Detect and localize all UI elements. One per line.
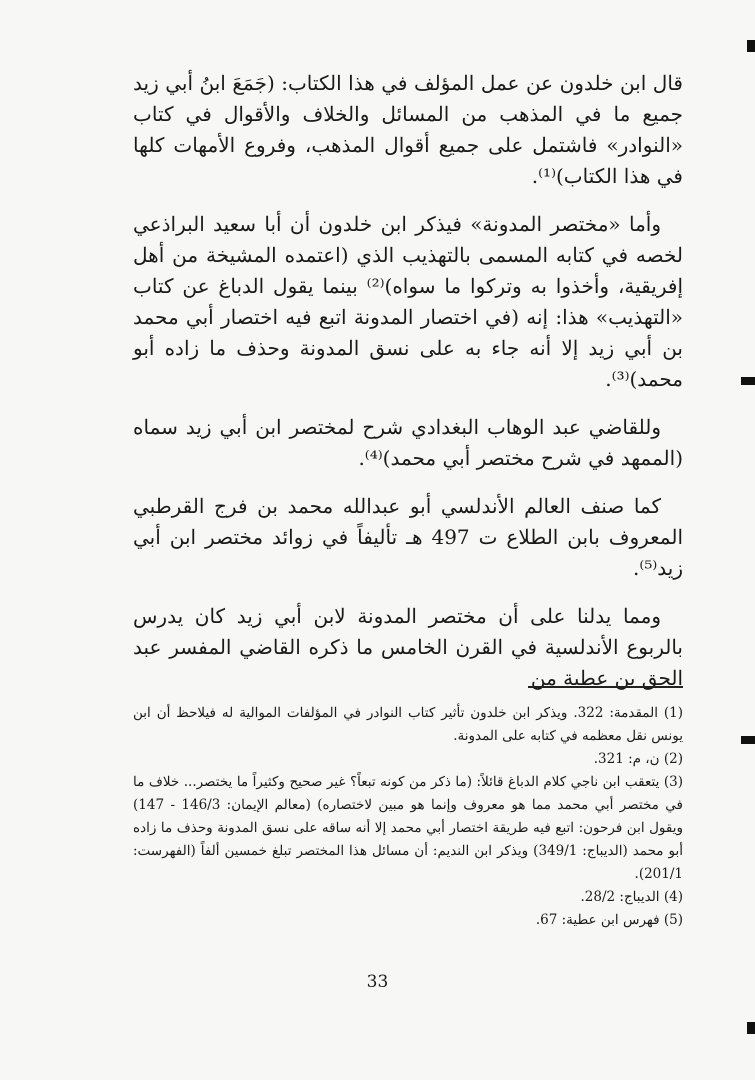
scan-edge-mark: [741, 736, 755, 744]
footnote-3: (3) يتعقب ابن ناجي كلام الدباغ قائلاً: (ما ذكر من كونه تبعاً؟ غير صحيح وكثيراً ما يختصر... خلاف ما في مختصر أبي محمد مما هو معروف وإنما هو مبين لاختصاره) (معالم الإيمان: 146/3 - 147) ويقول ابن فرحون: اتبع فيه طريقة اختصار أبي محمد إلا أنه ساقه على نسق المدونة وحذف ما زاده أبو محمد (الديباج: 349/1) ويذكر ابن النديم: أن مسائل هذا المختصر تبلغ خمسين ألفاً (الفهرست: 201/1).: [133, 774, 683, 882]
scan-edge-mark: [747, 40, 755, 52]
paragraph-1: قال ابن خلدون عن عمل المؤلف في هذا الكتاب: (جَمَعَ ابنُ أبي زيد جميع ما في المذهب من المسائل والخلاف والأقوال في كتاب «النوادر» فاشتمل على جميع أقوال المذهب، وفروع الأمهات كلها في هذا الكتاب)⁽¹⁾.: [133, 71, 684, 188]
paragraph-4: كما صنف العالم الأندلسي أبو عبدالله محمد بن فرج القرطبي المعروف بابن الطلاع ت 497 هـ تأليفاً في زوائد مختصر ابن أبي زيد⁽⁵⁾.: [133, 494, 684, 580]
footnote-5: (5) فهرس ابن عطية: 67.: [535, 912, 683, 928]
footnote-1: (1) المقدمة: 322. ويذكر ابن خلدون تأثير كتاب النوادر في المؤلفات الموالية له فيلاحظ أن ابن يونس نقل معظمه في كتابه على المدونة.: [133, 705, 684, 744]
main-text: [133, 68, 683, 711]
scan-edge-mark: [741, 377, 755, 385]
footnote-separator: [528, 686, 683, 688]
paragraph-2: وأما «مختصر المدونة» فيذكر ابن خلدون أن أبا سعيد البراذعي لخصه في كتابه المسمى بالتهذيب الذي (اعتمده المشيخة من أهل إفريقية، وأخذوا به وتركوا ما سواه)⁽²⁾ بينما يقول الدباغ عن كتاب «التهذيب» هذا: إنه (في اختصار المدونة اتبع فيه اختصار أبي محمد بن أبي زيد إلا أنه جاء به على نسق المدونة وحذف ما زاده أبو محمد)⁽³⁾.: [133, 212, 683, 391]
page-number: 33: [366, 972, 389, 992]
footnotes: [133, 702, 683, 932]
paragraph-3: وللقاضي عبد الوهاب البغدادي شرح لمختصر ابن أبي زيد سماه (الممهد في شرح مختصر أبي محمد)⁽⁴⁾.: [133, 415, 683, 470]
paragraph-5: ومما يدلنا على أن مختصر المدونة لابن أبي زيد كان يدرس بالربوع الأندلسية في القرن الخامس ما ذكره القاضي المفسر عبد الحق بن عطية من: [133, 604, 683, 690]
footnote-4: (4) الديباج: 28/2.: [580, 889, 683, 905]
footnote-2: (2) ن، م: 321.: [593, 751, 683, 767]
scan-edge-mark: [747, 1022, 755, 1034]
